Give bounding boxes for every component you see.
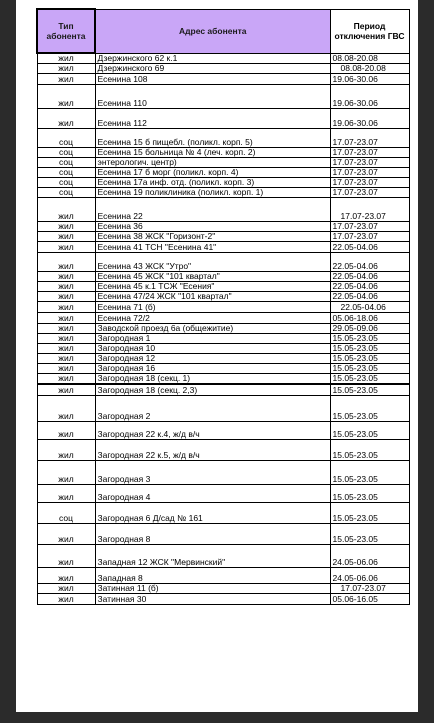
table-row <box>37 232 409 242</box>
table-row <box>37 484 409 502</box>
table-row <box>37 421 409 439</box>
row-type: жил <box>37 85 95 109</box>
row-period: 17.07-23.07 <box>330 148 409 158</box>
row-address: Загородная 10 <box>95 344 330 354</box>
row-type: соц <box>37 129 95 148</box>
table-row <box>37 354 409 364</box>
row-address: Загородная 22 к.4, ж/д в/ч <box>95 421 330 439</box>
outage-table <box>36 8 410 605</box>
row-address: Есенина 71 (б) <box>95 302 330 313</box>
row-period: 19.06-30.06 <box>330 85 409 109</box>
table-row <box>37 502 409 523</box>
row-type: жил <box>37 364 95 374</box>
row-address: Есенина 41 ТСН "Есенина 41" <box>95 242 330 253</box>
table-row <box>37 129 409 148</box>
row-period: 15.05-23.05 <box>330 484 409 502</box>
table-row <box>37 222 409 232</box>
row-address: Загородная 3 <box>95 460 330 484</box>
table-header-row <box>37 9 409 53</box>
header-period: Период отключения ГВС <box>330 9 409 53</box>
document-page <box>16 0 418 712</box>
row-type: жил <box>37 302 95 313</box>
row-address: Есенина 19 поликлиника (поликл. корп. 1) <box>95 188 330 198</box>
table-row <box>37 334 409 344</box>
row-period: 15.05-23.05 <box>330 439 409 460</box>
table-row <box>37 544 409 567</box>
table-row <box>37 302 409 313</box>
row-type: жил <box>37 272 95 282</box>
row-address: Есенина 72/2 <box>95 313 330 324</box>
row-type: соц <box>37 502 95 523</box>
row-address: Дзержинского 62 к.1 <box>95 53 330 64</box>
row-address: Есенина 15 больница № 4 (леч. корп. 2) <box>95 148 330 158</box>
row-period: 17.07-23.07 <box>330 222 409 232</box>
row-period: 15.05-23.05 <box>330 523 409 544</box>
row-type: жил <box>37 395 95 421</box>
table-row <box>37 583 409 593</box>
table-row <box>37 292 409 302</box>
table-row <box>37 313 409 324</box>
row-period: 22.05-04.06 <box>330 302 409 313</box>
row-period: 22.05-04.06 <box>330 272 409 282</box>
row-address: Загородная 18 (секц. 1) <box>95 374 330 385</box>
row-period: 08.08-20.08 <box>330 64 409 74</box>
row-type: жил <box>37 222 95 232</box>
row-type: жил <box>37 544 95 567</box>
row-period: 17.07-23.07 <box>330 168 409 178</box>
row-address: Есенина 108 <box>95 74 330 85</box>
row-period: 05.06-16.05 <box>330 593 409 604</box>
table-row <box>37 384 409 395</box>
table-row <box>37 109 409 129</box>
row-period: 17.07-23.07 <box>330 158 409 168</box>
table-row <box>37 282 409 292</box>
row-type: жил <box>37 53 95 64</box>
row-period: 24.05-06.06 <box>330 567 409 583</box>
row-type: жил <box>37 232 95 242</box>
row-address: Загородная 2 <box>95 395 330 421</box>
row-address: Затинная 30 <box>95 593 330 604</box>
row-period: 15.05-23.05 <box>330 421 409 439</box>
table-row <box>37 567 409 583</box>
row-type: жил <box>37 109 95 129</box>
row-type: жил <box>37 460 95 484</box>
row-period: 17.07-23.07 <box>330 232 409 242</box>
row-period: 22.05-04.06 <box>330 242 409 253</box>
row-period: 08.08-20.08 <box>330 53 409 64</box>
row-address: Есенина 45 к.1 ТСЖ "Есения" <box>95 282 330 292</box>
row-address: Загородная 8 <box>95 523 330 544</box>
header-type: Тип абонента <box>37 9 95 53</box>
table-row <box>37 158 409 168</box>
row-type: жил <box>37 74 95 85</box>
table-row <box>37 272 409 282</box>
table-row <box>37 439 409 460</box>
row-type: жил <box>37 593 95 604</box>
row-period: 24.05-06.06 <box>330 544 409 567</box>
table-row <box>37 374 409 385</box>
row-period: 15.05-23.05 <box>330 364 409 374</box>
row-type: жил <box>37 292 95 302</box>
row-period: 17.07-23.07 <box>330 583 409 593</box>
row-address: Есенина 45 ЖСК "101 квартал" <box>95 272 330 282</box>
row-period: 15.05-23.05 <box>330 344 409 354</box>
row-type: жил <box>37 567 95 583</box>
row-period: 17.07-23.07 <box>330 129 409 148</box>
row-type: жил <box>37 344 95 354</box>
row-period: 15.05-23.05 <box>330 460 409 484</box>
header-address: Адрес абонента <box>95 9 330 53</box>
table-row <box>37 53 409 64</box>
row-address: Загородная 4 <box>95 484 330 502</box>
row-address: Есенина 17а инф. отд. (поликл. корп. 3) <box>95 178 330 188</box>
row-type: жил <box>37 384 95 395</box>
table-row <box>37 85 409 109</box>
row-address: Есенина 112 <box>95 109 330 129</box>
row-period: 15.05-23.05 <box>330 374 409 385</box>
table-row <box>37 242 409 253</box>
row-address: Есенина 43 ЖСК "Утро" <box>95 253 330 272</box>
row-address: Загородная 1 <box>95 334 330 344</box>
table-row <box>37 178 409 188</box>
row-type: жил <box>37 242 95 253</box>
table-row <box>37 198 409 222</box>
row-period: 15.05-23.05 <box>330 334 409 344</box>
row-address: Загородная 12 <box>95 354 330 364</box>
row-address: Заводской проезд 6а (общежитие) <box>95 324 330 334</box>
row-type: жил <box>37 334 95 344</box>
table-row <box>37 64 409 74</box>
row-address: Есенина 22 <box>95 198 330 222</box>
row-type: соц <box>37 188 95 198</box>
row-address: Загородная 18 (секц. 2,3) <box>95 384 330 395</box>
row-address: Загородная 16 <box>95 364 330 374</box>
row-address: Есенина 17 б морг (поликл. корп. 4) <box>95 168 330 178</box>
row-type: жил <box>37 583 95 593</box>
row-type: жил <box>37 374 95 385</box>
row-address: Есенина 38 ЖСК "Горизонт-2" <box>95 232 330 242</box>
table-row <box>37 523 409 544</box>
row-address: Затинная 11 (б) <box>95 583 330 593</box>
row-type: жил <box>37 354 95 364</box>
table-row <box>37 253 409 272</box>
row-type: соц <box>37 148 95 158</box>
row-period: 15.05-23.05 <box>330 395 409 421</box>
row-address: Западная 12 ЖСК "Мервинский" <box>95 544 330 567</box>
row-period: 19.06-30.06 <box>330 109 409 129</box>
row-address: Есенина 36 <box>95 222 330 232</box>
table-row <box>37 324 409 334</box>
row-type: жил <box>37 439 95 460</box>
row-address: энтерологич. центр) <box>95 158 330 168</box>
row-period: 22.05-04.06 <box>330 292 409 302</box>
row-period: 22.05-04.06 <box>330 282 409 292</box>
row-period: 15.05-23.05 <box>330 502 409 523</box>
row-type: жил <box>37 253 95 272</box>
row-address: Западная 8 <box>95 567 330 583</box>
row-address: Есенина 15 б пищебл. (поликл. корп. 5) <box>95 129 330 148</box>
row-type: жил <box>37 484 95 502</box>
row-address: Загородная 22 к.5, ж/д в/ч <box>95 439 330 460</box>
row-type: жил <box>37 282 95 292</box>
row-type: жил <box>37 523 95 544</box>
row-address: Есенина 110 <box>95 85 330 109</box>
table-row <box>37 188 409 198</box>
table-row <box>37 593 409 604</box>
row-type: жил <box>37 324 95 334</box>
row-type: жил <box>37 313 95 324</box>
row-period: 15.05-23.05 <box>330 384 409 395</box>
table-row <box>37 364 409 374</box>
table-row <box>37 344 409 354</box>
row-period: 05.06-18.06 <box>330 313 409 324</box>
row-address: Загородная 6 Д/сад № 161 <box>95 502 330 523</box>
row-address: Дзержинского 69 <box>95 64 330 74</box>
row-address: Есенина 47/24 ЖСК "101 квартал" <box>95 292 330 302</box>
table-row <box>37 148 409 158</box>
row-type: соц <box>37 168 95 178</box>
row-period: 17.07-23.07 <box>330 188 409 198</box>
row-type: жил <box>37 198 95 222</box>
table-row <box>37 74 409 85</box>
row-type: соц <box>37 158 95 168</box>
row-period: 17.07-23.07 <box>330 178 409 188</box>
table-body <box>37 53 409 604</box>
row-period: 15.05-23.05 <box>330 354 409 364</box>
row-type: жил <box>37 64 95 74</box>
row-period: 22.05-04.06 <box>330 253 409 272</box>
row-period: 17.07-23.07 <box>330 198 409 222</box>
row-type: соц <box>37 178 95 188</box>
table-row <box>37 168 409 178</box>
row-type: жил <box>37 421 95 439</box>
row-period: 29.05-09.06 <box>330 324 409 334</box>
row-period: 19.06-30.06 <box>330 74 409 85</box>
table-row <box>37 395 409 421</box>
table-row <box>37 460 409 484</box>
